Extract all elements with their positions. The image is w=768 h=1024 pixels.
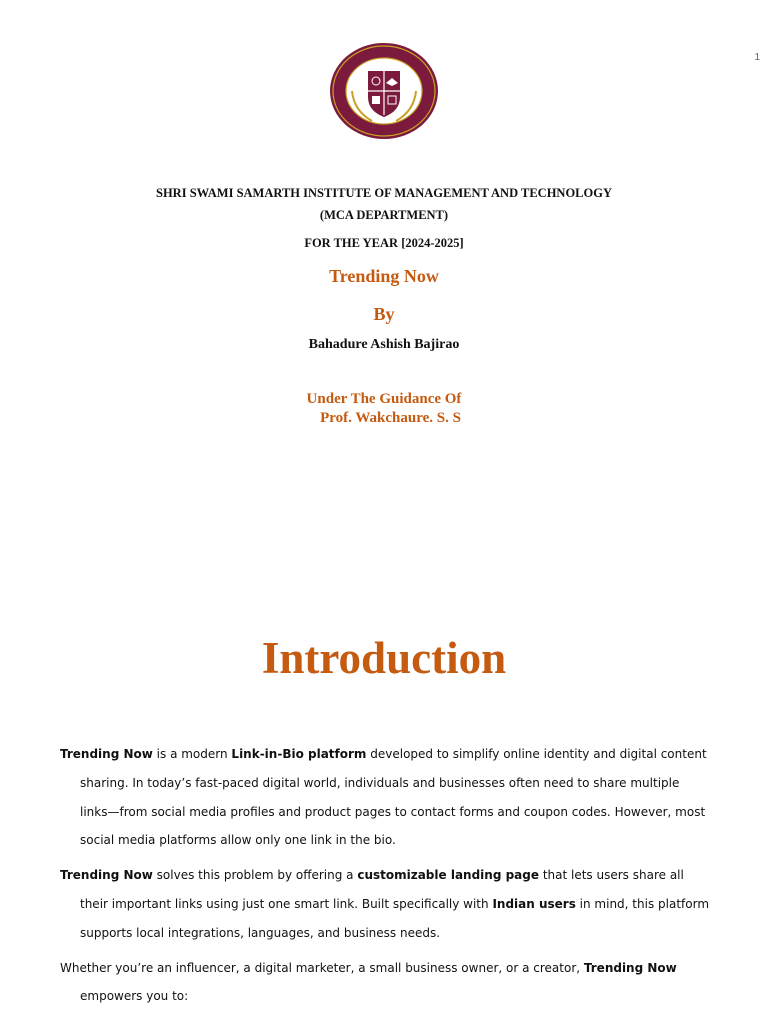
introduction-body [60,740,710,1017]
text-bold: Link-in-Bio platform [231,747,367,761]
text: solves this problem by offering a [152,868,358,883]
text-bold: Trending Now [60,868,153,883]
intro-paragraph-2 [60,861,710,947]
cover-institute-block [0,182,768,226]
text-bold: Trending Now [60,747,153,761]
text: developed to simplify online identity and digital content sharing. In today’s fast-paced digital world, individuals and businesses often need to share multiple links—from social media profiles and product pages to contact forms and coupon codes. However, most social media platforms allow only one link in the bio. [80,747,707,848]
text: Whether you’re an influencer, a digital marketer, a small business owner, or a creator, [60,960,584,975]
institute-name: SHRI SWAMI SAMARTH INSTITUTE OF MANAGEMENT AND TECHNOLOGY [156,186,612,200]
intro-paragraph-1 [60,740,710,855]
department-name: (MCA DEPARTMENT) [319,208,449,222]
text-bold: customizable landing page [357,868,540,883]
academic-year: FOR THE YEAR [2024-2025] [304,236,464,250]
text: is a modern [152,747,232,761]
guide-name: Prof. Wakchaure. S. S [320,410,461,426]
text: that lets users share all their important links using just one smart link. Built specifically with [80,868,684,911]
text: in mind, this platform supports local integrations, languages, and business needs. [80,896,710,940]
text-bold: Indian users [492,896,576,911]
by-label: By [373,304,395,324]
page-number: 1 [754,52,760,63]
text-bold: Trending Now [583,960,677,975]
institute-logo [328,41,440,141]
introduction-heading: Introduction [261,633,507,683]
author-name: Bahadure Ashish Bajirao [308,337,460,352]
project-title: Trending Now [329,266,439,286]
intro-paragraph-3 [60,954,710,1012]
guidance-label: Under The Guidance Of [306,391,462,407]
guidance-block [0,390,768,428]
text: empowers you to: [80,989,189,1004]
